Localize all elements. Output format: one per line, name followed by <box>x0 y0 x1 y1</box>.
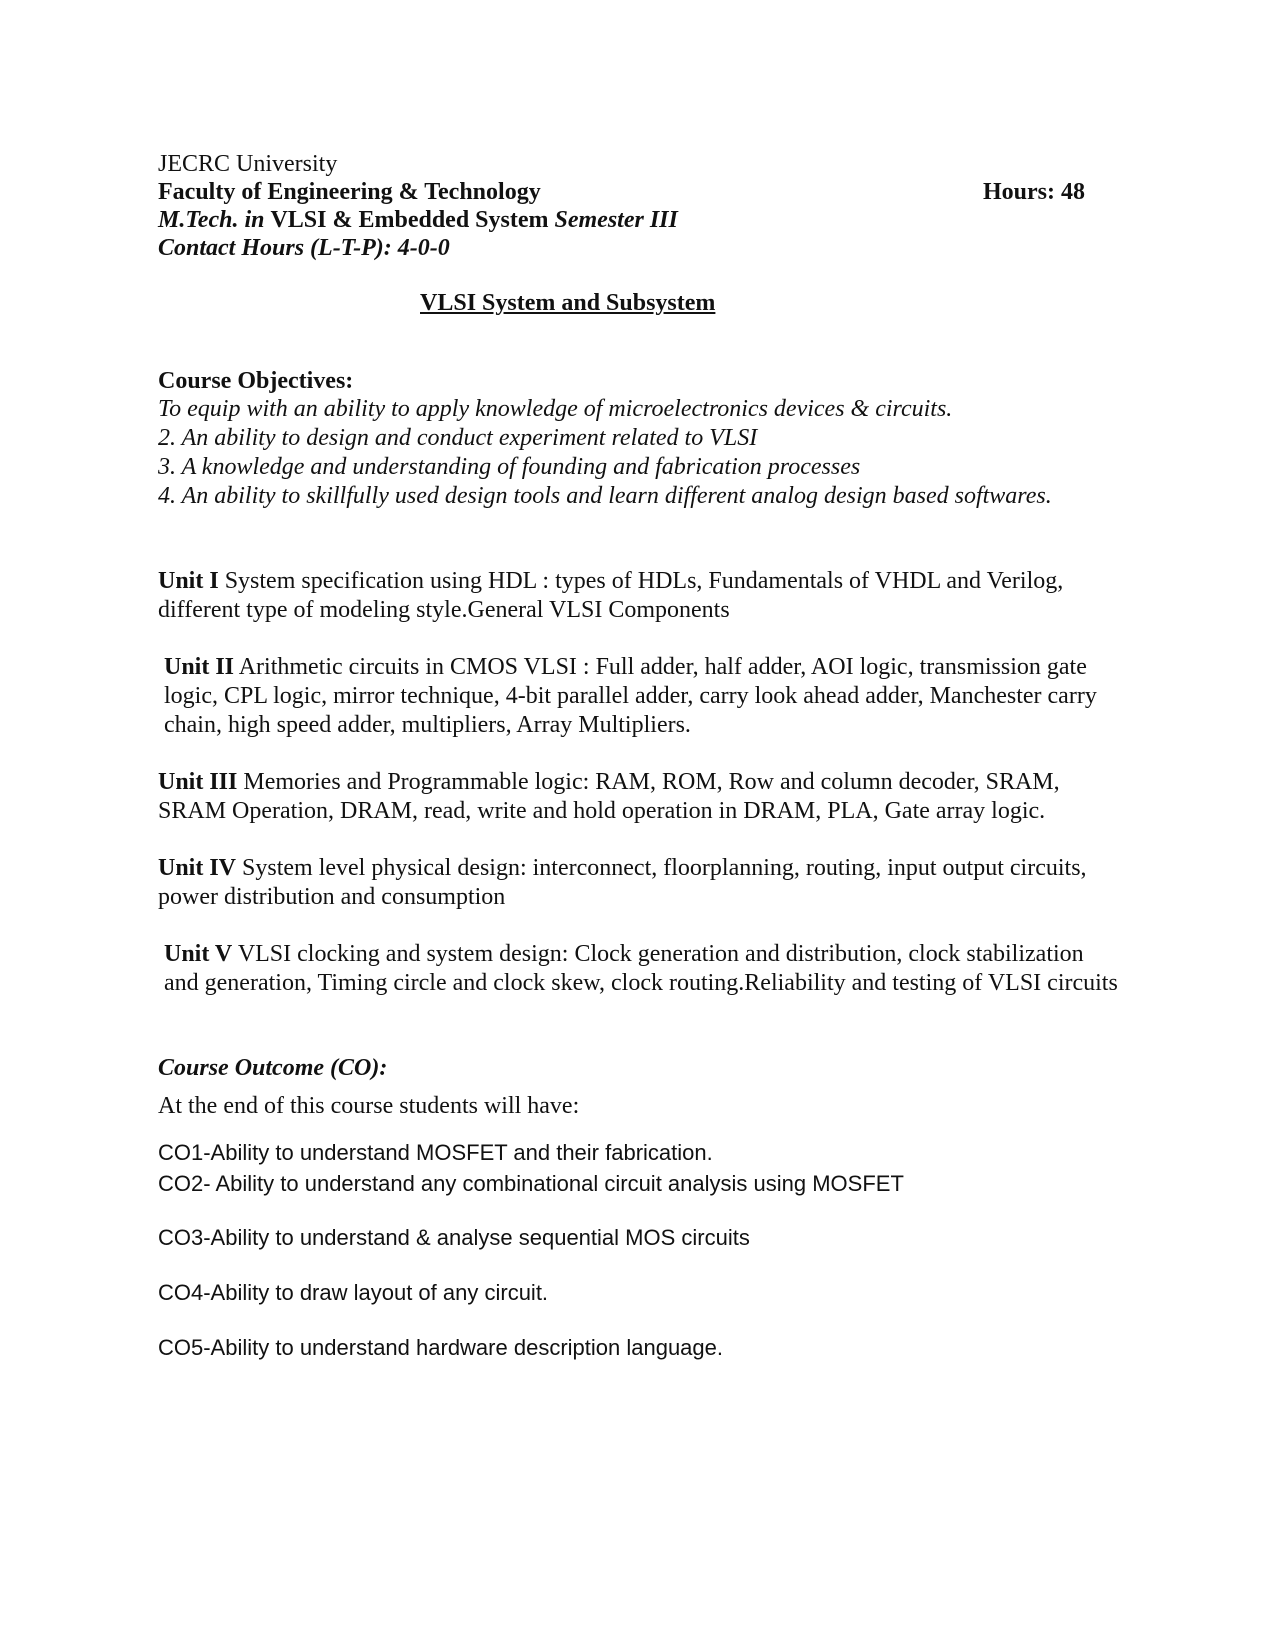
unit-text: VLSI clocking and system design: Clock generation and distribution, clock stabilization and generation, Timing circle and clock skew, clock routing.Reliability and testing of VLSI circuits <box>164 941 1118 996</box>
unit-text: System level physical design: interconnect, floorplanning, routing, input output circuits, power distribution and consumption <box>158 855 1087 910</box>
unit-5 <box>164 940 1118 998</box>
outcomes-heading: Course Outcome (CO): <box>158 1055 388 1081</box>
unit-2 <box>164 653 1124 740</box>
program-name: VLSI & Embedded System <box>270 207 549 233</box>
objective-item: 4. An ability to skillfully used design tools and learn different analog design based softwares. <box>158 483 1052 509</box>
unit-3 <box>158 768 1118 826</box>
unit-label: Unit III <box>158 769 238 795</box>
hours-label: Hours: 48 <box>983 179 1085 205</box>
unit-4 <box>158 854 1118 912</box>
objective-item: 2. An ability to design and conduct experiment related to VLSI <box>158 425 758 451</box>
unit-1 <box>158 567 1118 625</box>
objective-item: To equip with an ability to apply knowledge of microelectronics devices & circuits. <box>158 396 953 422</box>
unit-label: Unit I <box>158 568 219 594</box>
objective-item: 3. A knowledge and understanding of founding and fabrication processes <box>158 454 861 480</box>
program-prefix: M.Tech. in <box>158 207 265 233</box>
course-title: VLSI System and Subsystem <box>420 290 716 316</box>
unit-text: Memories and Programmable logic: RAM, ROM, Row and column decoder, SRAM, SRAM Operation, DRAM, read, write and hold operation in DRAM, PLA, Gate array logic. <box>158 769 1060 824</box>
outcome-item: CO3-Ability to understand & analyse sequential MOS circuits <box>158 1225 750 1250</box>
semester-label: Semester III <box>554 207 678 233</box>
unit-label: Unit II <box>164 654 235 680</box>
faculty-name: Faculty of Engineering & Technology <box>158 179 541 205</box>
objectives-heading: Course Objectives: <box>158 368 354 394</box>
outcome-item: CO5-Ability to understand hardware description language. <box>158 1335 723 1360</box>
outcome-item: CO4-Ability to draw layout of any circuit. <box>158 1280 549 1305</box>
program-line <box>158 206 678 234</box>
unit-text: System specification using HDL : types of HDLs, Fundamentals of VHDL and Verilog, different type of modeling style.General VLSI Components <box>158 568 1064 623</box>
outcome-item: CO2- Ability to understand any combinational circuit analysis using MOSFET <box>158 1171 904 1196</box>
outcome-item: CO1-Ability to understand MOSFET and their fabrication. <box>158 1140 713 1165</box>
unit-text: Arithmetic circuits in CMOS VLSI : Full adder, half adder, AOI logic, transmission gate logic, CPL logic, mirror technique, 4-bit parallel adder, carry look ahead adder, Manchester carry chain, high speed adder, multipliers, Array Multipliers. <box>164 654 1097 738</box>
contact-hours: Contact Hours (L-T-P): 4-0-0 <box>158 235 450 261</box>
outcomes-intro: At the end of this course students will have: <box>158 1093 580 1119</box>
university-name: JECRC University <box>158 151 338 177</box>
unit-label: Unit IV <box>158 855 237 881</box>
unit-label: Unit V <box>164 941 233 967</box>
